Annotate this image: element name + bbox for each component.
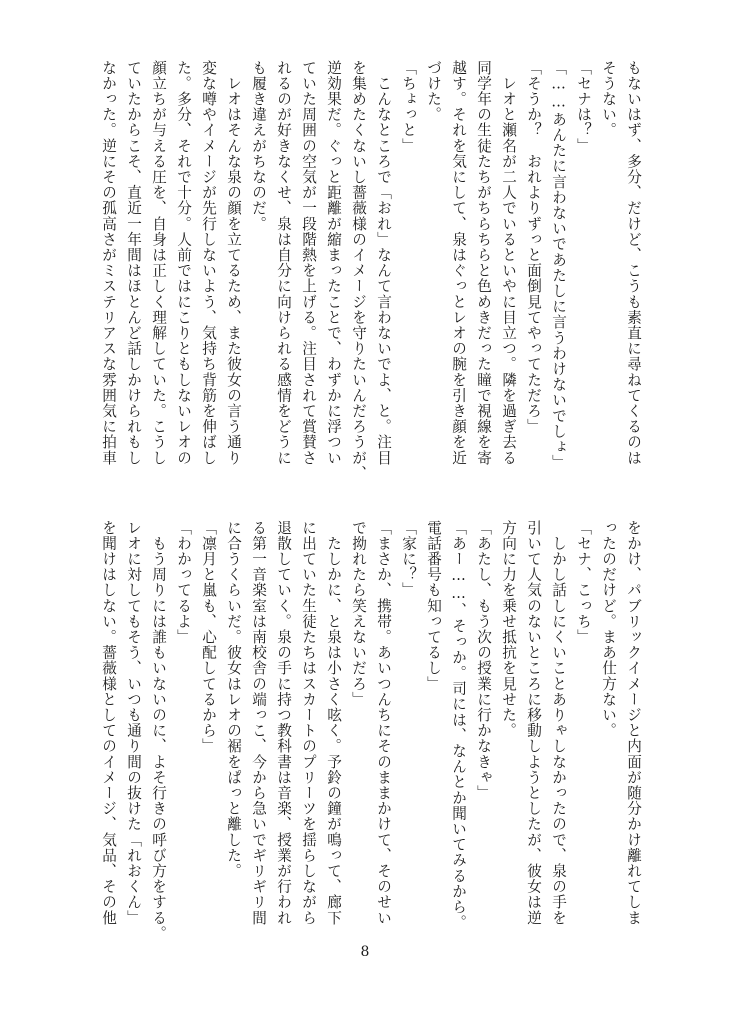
text-column: 「セナ、こっち」 <box>575 520 592 645</box>
text-column: を聞けはしない。薔薇様としてのイメージ、気品、その他 <box>100 520 117 926</box>
text-column: る第一音楽室は南校舎の端っこ、今から急いでギリギリ間 <box>250 520 267 926</box>
bottom-text-block <box>100 520 646 942</box>
text-column: れるのが好きなくせ、泉は自分に向けられる感情をどうに <box>275 60 292 466</box>
text-column: 方向に力を乗せ抵抗を見せた。 <box>500 520 517 739</box>
page-number: 8 <box>360 944 370 960</box>
text-column: しかし話しにくいことありゃしなかったので、泉の手を <box>550 520 567 926</box>
text-column: に合うくらいだ。彼女はレオの裾をぱっと離した。 <box>225 520 242 879</box>
text-column: 「凛月と嵐も、心配してるから」 <box>200 520 217 754</box>
text-column: もないはず、多分、だけど、こうも素直に尋ねてくるのは <box>625 60 642 466</box>
text-column: そうない。 <box>600 60 617 138</box>
top-text-block <box>100 60 646 495</box>
text-column: た。多分、それで十分。人前ではにこりともしないレオの <box>175 60 192 466</box>
text-column: レオと瀬名が二人でいるといやに目立つ。隣を過ぎ去る <box>500 60 517 466</box>
text-column: 「わかってるよ」 <box>175 520 192 645</box>
text-column: こんなところで「おれ」なんて言わないでよ、と。注目 <box>375 60 392 466</box>
text-column: 「家に？」 <box>400 520 417 598</box>
text-column: を集めたくないし薔薇様のイメージを守りたいんだろうが、 <box>350 60 367 482</box>
text-column: 退散していく。泉の手に持つ教科書は音楽、授業が行われ <box>275 520 292 926</box>
text-column: なかった。逆にその孤高さがミステリアスな雰囲気に拍車 <box>100 60 117 466</box>
text-column: 電話番号も知ってるし」 <box>425 520 442 692</box>
text-column: 同学年の生徒たちがちらちらと色めきだった瞳で視線を寄 <box>475 60 492 466</box>
text-column: で拗れたら笑えないだろ」 <box>350 520 367 708</box>
text-column: ていた周囲の空気が一段階熱を上げる。注目されて賞賛さ <box>300 60 317 466</box>
text-column: 引いて人気のないところに移動しようとしたが、彼女は逆 <box>525 520 542 926</box>
text-column: ったのだけど。まあ仕方ない。 <box>600 520 617 739</box>
text-column: 「ちょっと」 <box>400 60 417 154</box>
text-column: レオに対してもそう、いつも通り間の抜けた「れおくん」 <box>125 520 142 926</box>
text-column: 「そうか？ おれよりずっと面倒見てやってただろ」 <box>525 60 542 435</box>
text-column: 越す。それを気にして、泉はぐっとレオの腕を引き顔を近 <box>450 60 467 466</box>
text-column: たしかに、と泉は小さく呟く。予鈴の鐘が鳴って、廊下 <box>325 520 342 926</box>
text-column: に出ていた生徒たちはスカートのプリーツを揺らしながら <box>300 520 317 926</box>
text-column: 「あたし、もう次の授業に行かなきゃ」 <box>475 520 492 801</box>
text-column: 逆効果だ。ぐっと距離が縮まったことで、わずかに浮つい <box>325 60 342 466</box>
text-column: も履き違えがちなのだ。 <box>250 60 267 232</box>
text-column: をかけ、パブリックイメージと内面が随分かけ離れてしま <box>625 520 642 926</box>
text-column: づけた。 <box>425 60 442 123</box>
text-column: 顔立ちが与える圧を、自身は正しく理解していた。こうし <box>150 60 167 466</box>
text-column: 「あー……、そっか。司には、なんとか聞いてみるから。 <box>450 520 467 931</box>
text-column: 変な噂やイメージが先行しないよう、気持ち背筋を伸ばし <box>200 60 217 466</box>
text-column: 「セナは？」 <box>575 60 592 154</box>
text-column: 「……あんたに言わないであたしに言うわけないでしょ」 <box>550 60 567 471</box>
text-column: レオはそんな泉の顔を立てるため、また彼女の言う通り <box>225 60 242 466</box>
text-column: もう周りには誰もいないのに、よそ行きの呼び方をする。 <box>150 520 167 942</box>
text-column: ていたからこそ、直近一年間はほとんど話しかけられもし <box>125 60 142 466</box>
text-column: 「まさか、携帯。あいつんちにそのままかけて、そのせい <box>375 520 392 926</box>
